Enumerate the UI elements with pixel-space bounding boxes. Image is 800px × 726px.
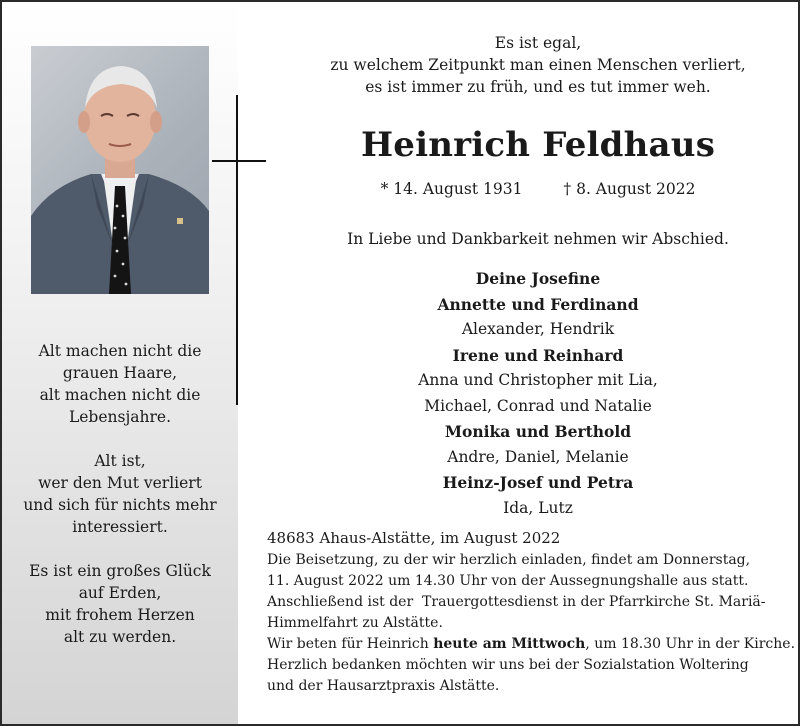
family-member: Anna und Christopher mit Lia, <box>418 371 658 389</box>
farewell-line: In Liebe und Dankbarkeit nehmen wir Abschied. <box>347 230 729 248</box>
quote-line: es ist immer zu früh, und es tut immer weh. <box>365 78 711 96</box>
poem-line: alt machen nicht die <box>39 386 201 404</box>
quote-line: zu welchem Zeitpunkt man einen Menschen verliert, <box>330 56 746 74</box>
poem-line: Alt ist, <box>94 452 146 470</box>
info-line: Himmelfahrt zu Alstätte. <box>267 615 443 631</box>
family-member: Michael, Conrad und Natalie <box>424 396 652 415</box>
deceased-name: Heinrich Feldhaus <box>360 125 716 165</box>
poem-line: interessiert. <box>72 518 168 536</box>
prayer-highlight: heute am Mittwoch <box>433 636 586 652</box>
family-list <box>272 266 800 521</box>
life-dates <box>272 178 800 200</box>
poem-line: auf Erden, <box>78 584 162 602</box>
family-member: Andre, Daniel, Melanie <box>447 447 629 466</box>
family-member: Ida, Lutz <box>503 498 573 517</box>
info-line-text: Anschließend ist der Trauergottesdienst in der Pfarrkirche St. Mariä- <box>267 594 766 610</box>
birth-date: * 14. August 1931 <box>380 180 523 198</box>
family-member: Alexander, Hendrik <box>461 320 615 338</box>
family-member: Annette und Ferdinand <box>437 294 639 314</box>
cross-icon-vertical <box>236 95 238 405</box>
portrait-illustration <box>31 46 209 294</box>
info-line: und der Hausarztpraxis Alstätte. <box>267 678 500 694</box>
left-poem <box>2 340 238 670</box>
cross-icon-horizontal <box>212 160 266 162</box>
info-line: 11. August 2022 um 14.30 Uhr von der Aussegnungshalle aus statt. <box>267 573 749 589</box>
poem-line: und sich für nichts mehr <box>23 496 217 514</box>
info-line <box>267 592 797 613</box>
family-member: Monika und Berthold <box>444 422 632 441</box>
poem-line: Es ist ein großes Glück <box>29 562 211 580</box>
info-line: Die Beisetzung, zu der wir herzlich einladen, findet am Donnerstag, <box>267 552 751 568</box>
poem-line: wer den Mut verliert <box>38 474 202 492</box>
info-line: Herzlich bedanken möchten wir uns bei der Sozialstation Woltering <box>267 657 749 673</box>
poem-line: mit frohem Herzen <box>45 606 195 624</box>
funeral-info <box>267 526 797 697</box>
poem-line: alt zu werden. <box>63 628 177 646</box>
family-member: Irene und Reinhard <box>452 345 624 365</box>
death-date: † 8. August 2022 <box>563 180 696 198</box>
family-member: Heinz-Josef und Petra <box>442 473 634 492</box>
info-line-prayer <box>267 634 797 655</box>
poem-line: Lebensjahre. <box>68 408 172 426</box>
place-date: 48683 Ahaus-Alstätte, im August 2022 <box>267 529 561 547</box>
poem-stanza-3 <box>2 560 238 648</box>
prayer-pre: Wir beten für Heinrich <box>267 636 434 652</box>
opening-quote <box>272 32 800 98</box>
left-panel <box>2 2 238 724</box>
quote-line: Es ist egal, <box>494 34 582 52</box>
poem-line: grauen Haare, <box>62 364 178 382</box>
portrait-photo <box>31 46 209 294</box>
poem-line: Alt machen nicht die <box>38 342 202 360</box>
poem-stanza-1 <box>2 340 238 428</box>
poem-stanza-2 <box>2 450 238 538</box>
family-member: Deine Josefine <box>475 269 601 288</box>
prayer-post: , um 18.30 Uhr in der Kirche. <box>585 636 796 652</box>
